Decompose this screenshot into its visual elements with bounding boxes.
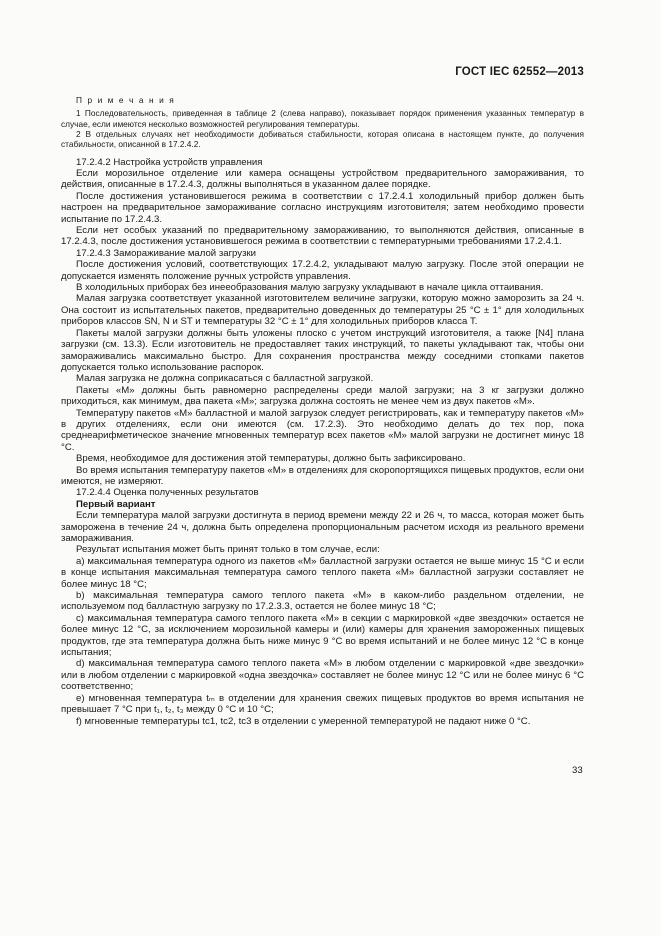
- paragraph: Если морозильное отделение или камера оснащены устройством предварительного замораживания, то действия, описанные в 17.2.4.3, должны выполняться в указанном далее порядке.: [61, 168, 584, 191]
- paragraph: После достижения установившегося режима в соответствии с 17.2.4.1 холодильный прибор должен быть настроен на предварительное замораживание согласно инструкциям изготовителя; затем необходимо провести испытание по 17.2.4.3.: [61, 190, 584, 225]
- list-item-f: f) мгновенные температуры tc1, tc2, tc3 в отделении с умеренной температурой не падают ниже 0 °С.: [76, 715, 531, 727]
- section-heading-17-2-4-2: 17.2.4.2 Настройка устройств управления: [76, 156, 263, 168]
- notes-title: П р и м е ч а н и я: [76, 95, 176, 105]
- paragraph: Время, необходимое для достижения этой температуры, должно быть зафиксировано.: [76, 453, 466, 465]
- paragraph: Малая загрузка не должна соприкасаться с балластной загрузкой.: [76, 373, 374, 385]
- document-header: ГОСТ IEC 62552—2013: [455, 66, 584, 78]
- section-heading-17-2-4-3: 17.2.4.3 Замораживание малой загрузки: [76, 247, 257, 259]
- list-item-a: а) максимальная температура одного из пакетов «М» балластной загрузки остается не выше минус 15 °С и если в конце испытания максимальная температура самого теплого пакета «М» балластной загрузки составляет не более минус 18 °С;: [61, 555, 584, 590]
- paragraph: В холодильных приборах без инееобразования малую загрузку укладывают в начале цикла оттаивания.: [76, 282, 544, 294]
- section-heading-17-2-4-4: 17.2.4.4 Оценка полученных результатов: [76, 487, 259, 499]
- paragraph: Пакеты «М» должны быть равномерно распределены среди малой загрузки; на 3 кг загрузки должно приходиться, как минимум, два пакета «М»; загрузка должна состоять не менее чем из двух пакетов «М».: [61, 384, 584, 408]
- paragraph: Во время испытания температуру пакетов «М» в отделениях для скоропортящихся пищевых продуктов, если они имеются, не измеряют.: [61, 464, 584, 487]
- paragraph: Малая загрузка соответствует указанной изготовителем величине загрузки, которую можно заморозить за 24 ч. Она состоит из испытательных пакетов, предварительно доведенных до температуры 25 °С ± 1° для холодильных приборов классов SN, N и ST и температуры 32 °С ± 1° для холодильных приборов класса Т.: [61, 293, 584, 328]
- paragraph: Температуру пакетов «М» балластной и малой загрузок следует регистрировать, как и температуру пакетов «М» в других отделениях, если они имеются (см. 17.2.3). Это необходимо делать до тех пор, пока среднеарифметическое значение мгновенных температур всех пакетов «М» малой загрузки не достигнет минус 18 °С.: [61, 407, 584, 453]
- paragraph: Если нет особых указаний по предварительному замораживанию, то выполняются действия, описанные в 17.2.4.3, после достижения установившегося режима в соответствии с температурными требованиями 17.2.4.1.: [61, 225, 584, 248]
- list-item-e: е) мгновенная температура tₘ в отделении для хранения свежих пищевых продуктов во время испытания не превышает 7 °С при t₁, t₂, t₃ между 0 °С и 10 °С;: [61, 692, 584, 716]
- paragraph: После достижения условий, соответствующих 17.2.4.2, укладывают малую загрузку. После этой операции не допускается изменять положение ручных устройств управления.: [61, 259, 584, 282]
- note-item-2: 2 В отдельных случаях нет необходимости добиваться стабильности, которая описана в настоящем пункте, до получения стабильности, описанной в 17.2.4.2.: [61, 129, 584, 150]
- paragraph: Пакеты малой загрузки должны быть уложены плоско с учетом инструкций изготовителя, а также [N4] плана загрузки (см. 13.3). Если изготовитель не предоставляет таких инструкций, то пакеты укладывают так, чтобы они замораживались максимально быстро. Для сохранения пространства между соседними стопками пакетов допускается только использование распорок.: [61, 327, 584, 373]
- list-item-c: с) максимальная температура самого теплого пакета «М» в секции с маркировкой «две звездочки» остается не более минус 12 °С, за исключением морозильной камеры и (или) камеры для хранения замороженных пищевых продуктов, где эта температура должна быть ниже минус 9 °С во время испытаний и не более минус 12 °С в конце испытания;: [61, 612, 584, 659]
- list-item-d: d) максимальная температура самого теплого пакета «М» в любом отделении с маркировкой «две звездочки» или в любом отделении с маркировкой «одна звездочка» составляет не более минус 12 °С или не более минус 6 °С соответственно;: [61, 658, 584, 693]
- document-body: [61, 95, 584, 727]
- variant-heading: Первый вариант: [76, 498, 156, 510]
- page-number: 33: [572, 765, 583, 776]
- paragraph: Результат испытания может быть принят только в том случае, если:: [76, 544, 380, 556]
- list-item-b: b) максимальная температура самого теплого пакета «М» в каком-либо раздельном отделении, не используемом под балластную загрузку по 17.2.3.3, остается не более минус 18 °С;: [61, 590, 584, 613]
- paragraph: Если температура малой загрузки достигнута в период времени между 22 и 26 ч, то масса, которая может быть заморожена в течение 24 ч, должна быть определена пропорциональным расчетом исходя из реального времени замораживания.: [61, 510, 584, 544]
- note-item-1: 1 Последовательность, приведенная в таблице 2 (слева направо), показывает порядок применения указанных температур в случае, если имеются несколько возможностей регулирования температуры.: [61, 108, 584, 129]
